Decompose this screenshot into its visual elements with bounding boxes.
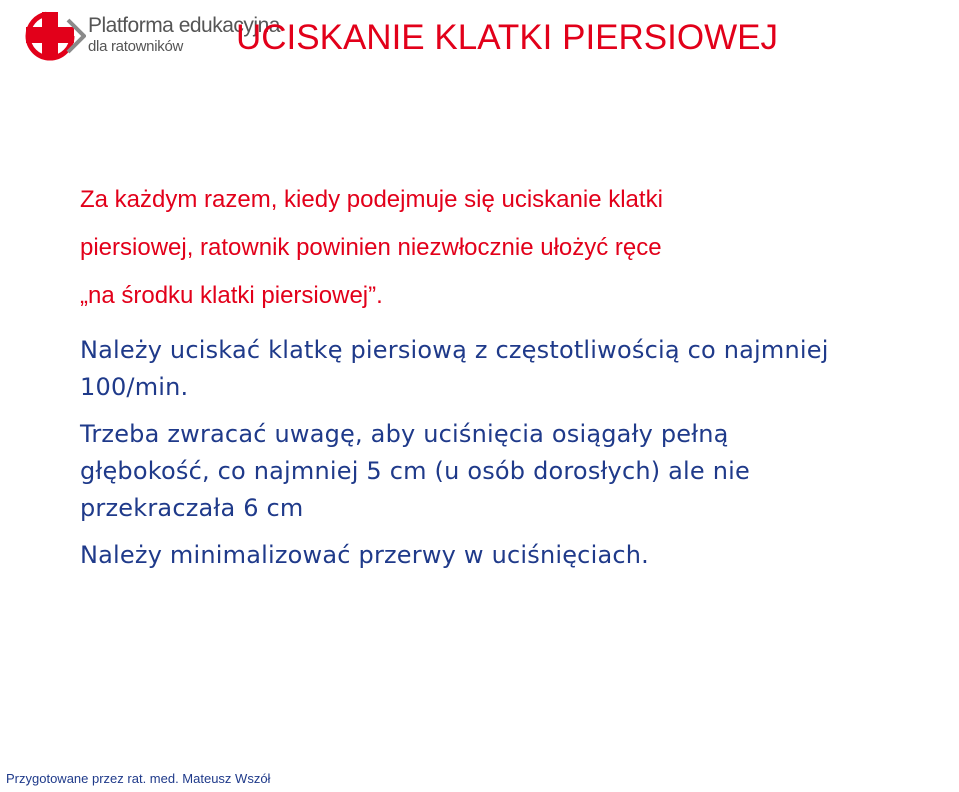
paragraph-line: Trzeba zwracać uwagę, aby uciśnięcia osiągały pełną xyxy=(80,420,729,448)
paragraph-line: Należy uciskać klatkę piersiową z częstotliwością co najmniej xyxy=(80,336,829,364)
red-cross-logo-icon xyxy=(22,6,86,62)
logo-text-line2: dla ratowników xyxy=(88,38,184,55)
paragraph-line: „na środku klatki piersiowej”. xyxy=(80,282,383,309)
paragraph-line: piersiowej, ratownik powinien niezwłocznie ułożyć ręce xyxy=(80,234,662,261)
slide-body xyxy=(80,176,959,574)
paragraph-line: głębokość, co najmniej 5 cm (u osób dorosłych) ale nie xyxy=(80,457,750,485)
paragraph-line: Należy minimalizować przerwy w uciśnięciach. xyxy=(80,541,649,569)
paragraph-compression-depth xyxy=(80,416,959,527)
paragraph-line: Za każdym razem, kiedy podejmuje się uciskanie klatki xyxy=(80,186,663,213)
author-credit: Przygotowane przez rat. med. Mateusz Wszół xyxy=(6,771,271,786)
paragraph-hand-placement xyxy=(80,176,959,320)
slide-title: UCISKANIE KLATKI PIERSIOWEJ xyxy=(236,18,778,57)
paragraph-line: 100/min. xyxy=(80,373,189,401)
paragraph-minimize-pauses xyxy=(80,537,959,574)
paragraph-compression-rate xyxy=(80,332,959,406)
logo-text-line1: Platforma edukacyjna xyxy=(88,14,280,37)
paragraph-line: przekraczała 6 cm xyxy=(80,494,304,522)
